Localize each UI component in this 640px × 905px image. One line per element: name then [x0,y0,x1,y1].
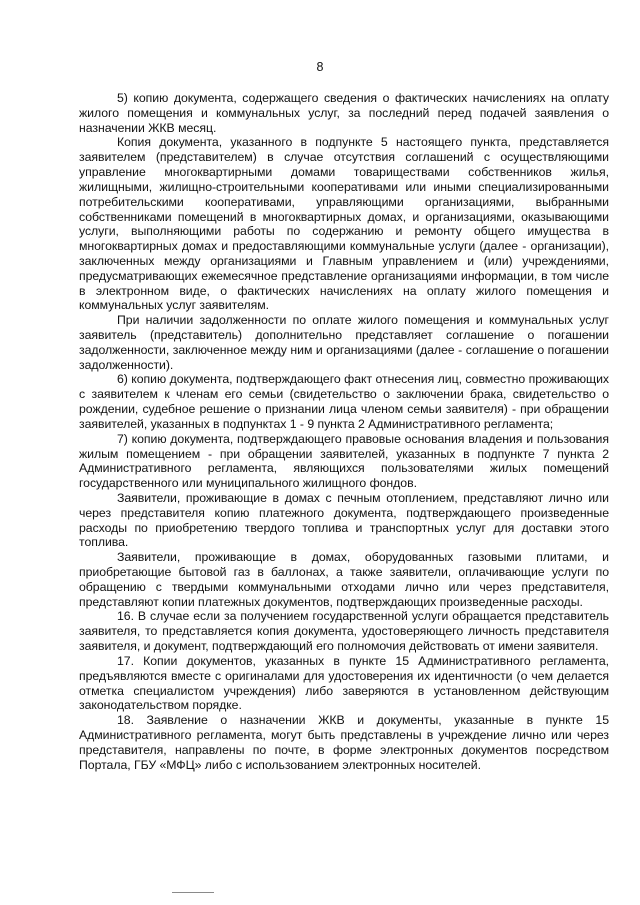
paragraph-item-7: 7) копию документа, подтверждающего правовые основания владения и пользования жилым помещением - при обращении заявителей, указанных в подпункте 7 пункта 2 Административного регламента, являющихся пользователями жилых помещений государственного или муниципального жилищного фондов. [79,431,609,491]
document-body [79,91,609,772]
paragraph-item-5: 5) копию документа, содержащего сведения о фактических начислениях на оплату жилого помещения и коммунальных услуг, за последний перед подачей заявления о назначении ЖКВ месяц. [79,91,609,135]
paragraph-debt-agreement: При наличии задолженности по оплате жилого помещения и коммунальных услуг заявитель (представитель) дополнительно представляет соглашение о погашении задолженности, заключенное между ним и организациями (далее - соглашение о погашении задолженности). [79,313,609,372]
page-number: 8 [316,60,324,74]
scan-mark [172,892,214,893]
paragraph-clause-17: 17. Копии документов, указанных в пункте 15 Административного регламента, предъявляются вместе с оригиналами для удостоверения их идентичности (о чем делается отметка специалистом учреждения) либо заверяются в установленном действующим законодательством порядке. [79,653,609,713]
paragraph-copy-conditions: Копия документа, указанного в подпункте 5 настоящего пункта, представляется заявителем (представителем) в случае отсутствия соглашений с осуществляющими управление многоквартирными домами товариществами собственников жилья, жилищными, жилищно-строительными кооперативами или иными специализированными потребительскими кооперативами, управляющими организациями, выбранными собственниками помещений в многоквартирных домах, и организациями, оказывающими услуги, выполняющими работы по содержанию и ремонту общего имущества в многоквартирных домах и предоставляющими коммунальные услуги (далее - организации), заключенных между организациями и Главным управлением и (или) учреждениями, предусматривающих ежемесячное представление организациями информации, в том числе в электронном виде, о фактических начислениях на оплату жилого помещения и коммунальных услуг заявителям. [79,135,609,313]
paragraph-gas-cylinders: Заявители, проживающие в домах, оборудованных газовыми плитами, и приобретающие бытовой газ в баллонах, а также заявители, оплачивающие услуги по обращению с твердыми коммунальными отходами лично или через представителя, представляют копии платежных документов, подтверждающих произведенные расходы. [79,550,609,609]
paragraph-item-6: 6) копию документа, подтверждающего факт отнесения лиц, совместно проживающих с заявителем к членам его семьи (свидетельство о заключении брака, свидетельство о рождении, судебное решение о признании лица членом семьи заявителя) - при обращении заявителей, указанных в подпунктах 1 - 9 пункта 2 Административного регламента; [79,372,609,431]
paragraph-stove-heating: Заявители, проживающие в домах с печным отоплением, представляют лично или через представителя копию платежного документа, подтверждающего произведенные расходы по приобретению твердого топлива и транспортных услуг для доставки этого топлива. [79,490,609,550]
paragraph-clause-16: 16. В случае если за получением государственной услуги обращается представитель заявителя, то представляется копия документа, удостоверяющего личность представителя заявителя, и документ, подтверждающий его полномочия действовать от имени заявителя. [79,609,609,654]
paragraph-clause-18: 18. Заявление о назначении ЖКВ и документы, указанные в пункте 15 Административного регламента, могут быть представлены в учреждение лично или через представителя, направлены по почте, в форме электронных документов посредством Портала, ГБУ «МФЦ» либо с использованием электронных носителей. [79,713,609,772]
